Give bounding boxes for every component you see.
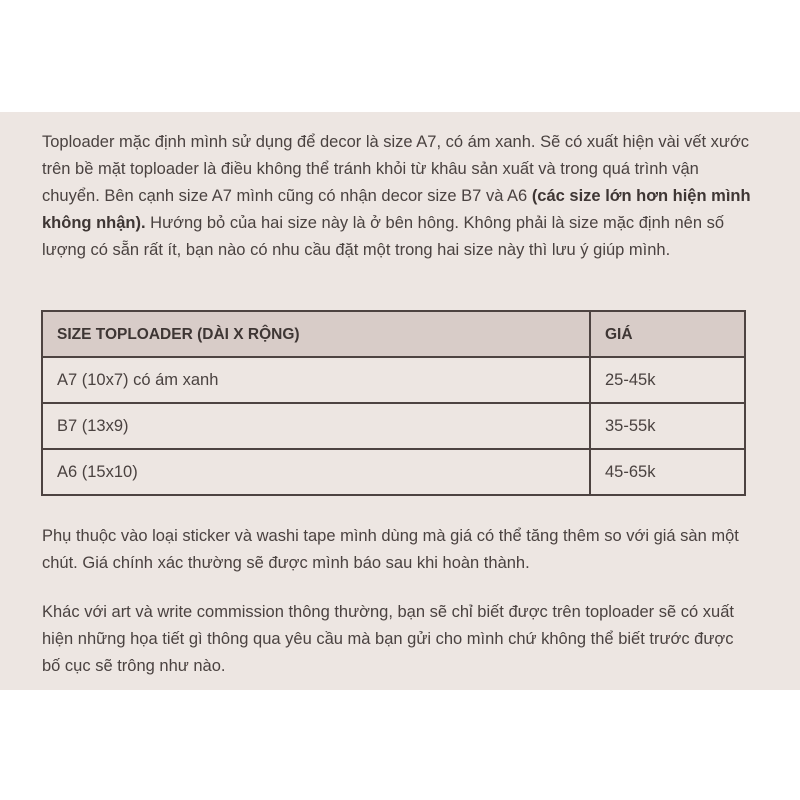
column-header-size: SIZE TOPLOADER (DÀI X RỘNG) <box>42 311 590 357</box>
table-row <box>42 403 745 449</box>
price-cell: 25-45k <box>590 357 745 403</box>
table-header-row <box>42 311 745 357</box>
content-panel <box>0 112 800 690</box>
intro-bold-note: (các size lớn hơn hiện mình không nhận). <box>42 187 751 232</box>
intro-text-continued: Hướng bỏ của hai size này là ở bên hông. Không phải là size mặc định nên số lượng có sẵn rất ít, bạn nào có nhu cầu đặt một trong hai size này thì lưu ý giúp mình. <box>42 214 725 259</box>
table-row <box>42 357 745 403</box>
price-cell: 35-55k <box>590 403 745 449</box>
size-cell: A7 (10x7) có ám xanh <box>42 357 590 403</box>
column-header-price: GIÁ <box>590 311 745 357</box>
design-note-paragraph: Khác với art và write commission thông thường, bạn sẽ chỉ biết được trên toploader sẽ có xuất hiện những họa tiết gì thông qua yêu cầu mà bạn gửi cho mình chứ không thể biết trước được bố cục sẽ trông như nào. <box>42 603 734 675</box>
price-note-paragraph: Phụ thuộc vào loại sticker và washi tape mình dùng mà giá có thể tăng thêm so với giá sàn một chút. Giá chính xác thường sẽ được mình báo sau khi hoàn thành. <box>42 527 739 572</box>
size-cell: A6 (15x10) <box>42 449 590 495</box>
size-cell: B7 (13x9) <box>42 403 590 449</box>
price-cell: 45-65k <box>590 449 745 495</box>
table-row <box>42 449 745 495</box>
intro-text: Toploader mặc định mình sử dụng để decor là size A7, có ám xanh. Sẽ có xuất hiện vài vết xước trên bề mặt toploader là điều không thể tránh khỏi từ khâu sản xuất và trong quá trình vận chuyển. Bên cạnh size A7 mình cũng có nhận decor size B7 và A6 <box>42 133 750 205</box>
price-table <box>41 310 746 496</box>
intro-paragraph <box>42 129 754 264</box>
